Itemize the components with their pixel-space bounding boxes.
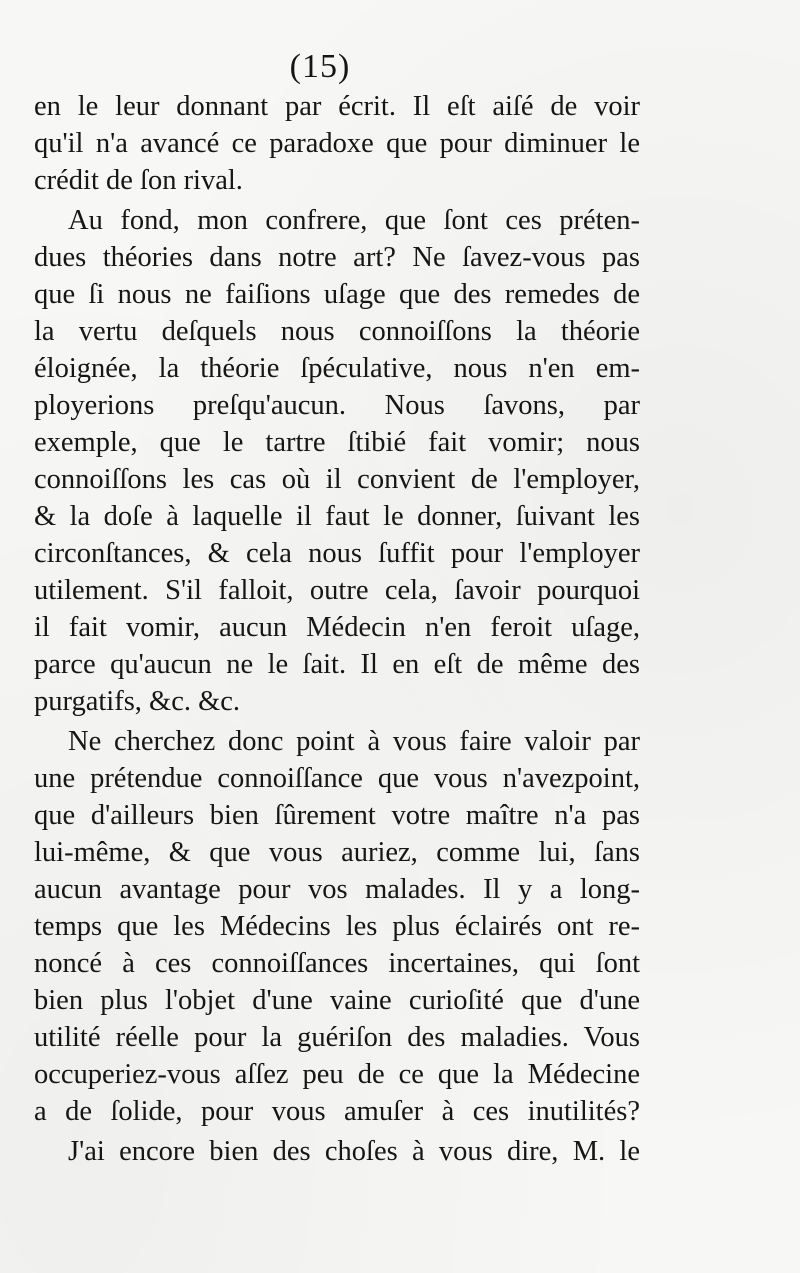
text-line: aucun avantage pour vos malades. Il y a long- [34, 874, 640, 905]
text-line: que ſi nous ne faiſions uſage que des remedes de [34, 279, 640, 310]
text-line: noncé à ces connoiſſances incertaines, qui ſont [34, 948, 640, 979]
text-line: que d'ailleurs bien ſûrement votre maître n'a pas [34, 800, 640, 831]
text-line: temps que les Médecins les plus éclairés ont re- [34, 911, 640, 942]
text-line: une prétendue connoiſſance que vous n'avezpoint, [34, 763, 640, 794]
text-line: exemple, que le tartre ſtibié fait vomir; nous [34, 427, 640, 458]
text-line: & la doſe à laquelle il faut le donner, ſuivant les [34, 501, 640, 532]
text-line: éloignée, la théorie ſpéculative, nous n'en em- [34, 353, 640, 384]
text-line: utilité réelle pour la guériſon des maladies. Vous [34, 1022, 640, 1053]
text-line: J'ai encore bien des choſes à vous dire, M. le [68, 1136, 640, 1167]
text-line: lui-même, & que vous auriez, comme lui, ſans [34, 837, 640, 868]
text-line: qu'il n'a avancé ce paradoxe que pour diminuer le [34, 128, 640, 159]
text-line: purgatifs, &c. &c. [34, 686, 241, 717]
paragraph-4 [34, 1133, 640, 1170]
text-line: occuperiez-vous aſſez peu de ce que la Médecine [34, 1059, 640, 1090]
text-line: utilement. S'il falloit, outre cela, ſavoir pourquoi [34, 575, 640, 606]
page-number: (15) [289, 48, 351, 85]
text-line: en le leur donnant par écrit. Il eſt aiſé de voir [34, 91, 640, 122]
body-text [34, 88, 640, 1170]
text-line: bien plus l'objet d'une vaine curioſité que d'une [34, 985, 640, 1016]
text-line: Au fond, mon confrere, que ſont ces préten- [68, 205, 640, 236]
paragraph-3 [34, 723, 640, 1130]
paragraph-2 [34, 202, 640, 720]
text-line: ployerions preſqu'aucun. Nous ſavons, par [34, 390, 640, 421]
text-line: parce qu'aucun ne le ſait. Il en eſt de même des [34, 649, 640, 680]
text-line: connoiſſons les cas où il convient de l'employer, [34, 464, 640, 495]
text-line: Ne cherchez donc point à vous faire valoir par [68, 726, 640, 757]
text-line: a de ſolide, pour vous amuſer à ces inutilités? [34, 1096, 640, 1127]
text-line: crédit de ſon rival. [34, 165, 243, 196]
text-line: la vertu deſquels nous connoiſſons la théorie [34, 316, 640, 347]
text-line: dues théories dans notre art? Ne ſavez-vous pas [34, 242, 640, 273]
text-line: circonſtances, & cela nous ſuffit pour l'employer [34, 538, 640, 569]
text-line: il fait vomir, aucun Médecin n'en feroit uſage, [34, 612, 640, 643]
paragraph-1 [34, 88, 640, 199]
